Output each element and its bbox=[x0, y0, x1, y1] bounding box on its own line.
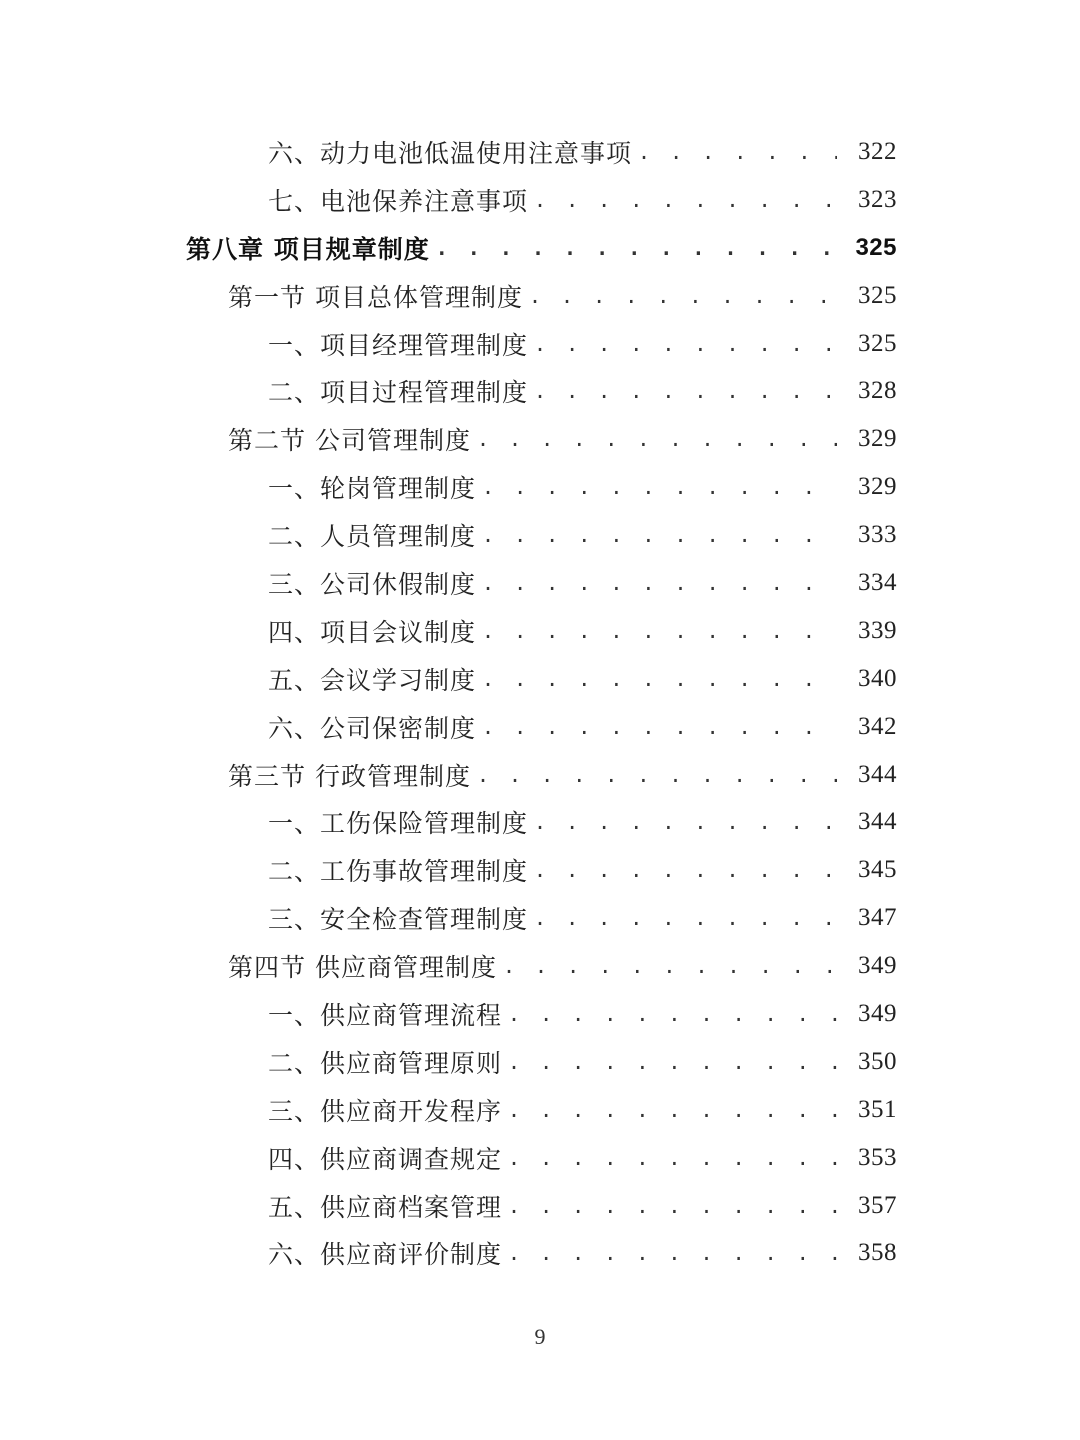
toc-entry-title: 六、供应商评价制度 bbox=[268, 1240, 503, 1270]
toc-entry-page: 357 bbox=[858, 1191, 897, 1219]
toc-entry-page: 344 bbox=[858, 808, 897, 836]
toc-dot-leader bbox=[638, 140, 837, 164]
toc-subsection-entry[interactable] bbox=[0, 1182, 1080, 1230]
toc-section-entry[interactable] bbox=[0, 942, 1080, 990]
toc-entry-page: 349 bbox=[858, 952, 897, 980]
toc-entry-page: 322 bbox=[858, 137, 897, 165]
toc-entry-page: 349 bbox=[858, 999, 897, 1027]
toc-entry-page: 340 bbox=[858, 664, 897, 692]
toc-dot-leader bbox=[508, 1241, 837, 1265]
toc-subsection-entry[interactable] bbox=[0, 320, 1080, 368]
toc-entry-title: 第一节 项目总体管理制度 bbox=[228, 282, 523, 312]
toc-subsection-entry[interactable] bbox=[0, 559, 1080, 607]
toc-subsection-entry[interactable] bbox=[0, 367, 1080, 415]
toc-dot-leader bbox=[534, 858, 837, 882]
toc-entry-page: 325 bbox=[858, 281, 897, 309]
toc-entry-title: 三、供应商开发程序 bbox=[268, 1096, 503, 1126]
toc-subsection-entry[interactable] bbox=[0, 894, 1080, 942]
toc-chapter-entry[interactable] bbox=[0, 224, 1080, 272]
toc-entry-title: 第三节 行政管理制度 bbox=[228, 761, 471, 791]
toc-entry-page: 333 bbox=[858, 521, 897, 549]
toc-entry-page: 323 bbox=[858, 185, 897, 213]
toc-dot-leader bbox=[508, 1002, 837, 1026]
toc-subsection-entry[interactable] bbox=[0, 176, 1080, 224]
toc-dot-leader bbox=[477, 763, 837, 787]
toc-entry-title: 第二节 公司管理制度 bbox=[228, 426, 471, 456]
toc-entry-title: 四、项目会议制度 bbox=[268, 617, 477, 647]
toc-entry-title: 三、安全检查管理制度 bbox=[268, 905, 529, 935]
toc-dot-leader bbox=[503, 954, 837, 978]
toc-entry-title: 五、会议学习制度 bbox=[268, 665, 477, 695]
toc-section-entry[interactable] bbox=[0, 415, 1080, 463]
toc-entry-title: 六、公司保密制度 bbox=[268, 713, 477, 743]
toc-subsection-entry[interactable] bbox=[0, 1038, 1080, 1086]
toc-subsection-entry[interactable] bbox=[0, 1229, 1080, 1277]
toc-entry-page: 358 bbox=[858, 1239, 897, 1267]
toc-section-entry[interactable] bbox=[0, 751, 1080, 799]
toc-subsection-entry[interactable] bbox=[0, 798, 1080, 846]
toc-dot-leader bbox=[477, 427, 837, 451]
toc-entry-page: 347 bbox=[858, 904, 897, 932]
toc-subsection-entry[interactable] bbox=[0, 846, 1080, 894]
toc-entry-page: 334 bbox=[858, 568, 897, 596]
toc-dot-leader bbox=[534, 188, 837, 212]
toc-entry-page: 325 bbox=[858, 329, 897, 357]
toc-dot-leader bbox=[508, 1050, 837, 1074]
toc-dot-leader bbox=[534, 810, 837, 834]
toc-dot-leader bbox=[482, 571, 837, 595]
toc-dot-leader bbox=[436, 236, 837, 260]
toc-entry-page: 345 bbox=[858, 856, 897, 884]
toc-entry-page: 328 bbox=[858, 377, 897, 405]
toc-entry-title: 二、人员管理制度 bbox=[268, 522, 477, 552]
toc-entry-page: 351 bbox=[858, 1095, 897, 1123]
toc-entry-page: 344 bbox=[858, 760, 897, 788]
table-of-contents bbox=[0, 128, 1080, 1277]
toc-section-entry[interactable] bbox=[0, 272, 1080, 320]
toc-dot-leader bbox=[508, 1194, 837, 1218]
toc-dot-leader bbox=[482, 523, 837, 547]
toc-entry-title: 六、动力电池低温使用注意事项 bbox=[268, 138, 633, 168]
page-number: 9 bbox=[534, 1324, 546, 1349]
toc-entry-title: 一、工伤保险管理制度 bbox=[268, 809, 529, 839]
toc-entry-page: 329 bbox=[858, 473, 897, 501]
toc-entry-page: 329 bbox=[858, 425, 897, 453]
toc-subsection-entry[interactable] bbox=[0, 463, 1080, 511]
toc-entry-title: 二、供应商管理原则 bbox=[268, 1048, 503, 1078]
toc-dot-leader bbox=[534, 906, 837, 930]
toc-subsection-entry[interactable] bbox=[0, 1086, 1080, 1134]
toc-entry-title: 一、供应商管理流程 bbox=[268, 1000, 503, 1030]
toc-entry-title: 第四节 供应商管理制度 bbox=[228, 953, 497, 983]
toc-subsection-entry[interactable] bbox=[0, 511, 1080, 559]
toc-entry-title: 二、工伤事故管理制度 bbox=[268, 857, 529, 887]
toc-subsection-entry[interactable] bbox=[0, 1134, 1080, 1182]
toc-entry-title: 七、电池保养注意事项 bbox=[268, 186, 529, 216]
toc-entry-page: 339 bbox=[858, 616, 897, 644]
toc-subsection-entry[interactable] bbox=[0, 607, 1080, 655]
toc-dot-leader bbox=[534, 379, 837, 403]
toc-dot-leader bbox=[482, 715, 837, 739]
toc-entry-title: 三、公司休假制度 bbox=[268, 569, 477, 599]
toc-subsection-entry[interactable] bbox=[0, 703, 1080, 751]
toc-subsection-entry[interactable] bbox=[0, 655, 1080, 703]
toc-entry-title: 第八章 项目规章制度 bbox=[186, 234, 430, 264]
toc-subsection-entry[interactable] bbox=[0, 128, 1080, 176]
toc-subsection-entry[interactable] bbox=[0, 990, 1080, 1038]
toc-entry-title: 四、供应商调查规定 bbox=[268, 1144, 503, 1174]
toc-dot-leader bbox=[508, 1146, 837, 1170]
toc-dot-leader bbox=[534, 332, 837, 356]
toc-dot-leader bbox=[482, 475, 837, 499]
toc-entry-page: 350 bbox=[858, 1047, 897, 1075]
toc-dot-leader bbox=[482, 619, 837, 643]
toc-entry-page: 325 bbox=[855, 233, 897, 261]
toc-entry-page: 342 bbox=[858, 712, 897, 740]
toc-entry-page: 353 bbox=[858, 1143, 897, 1171]
toc-dot-leader bbox=[508, 1098, 837, 1122]
toc-dot-leader bbox=[482, 667, 837, 691]
toc-entry-title: 一、轮岗管理制度 bbox=[268, 474, 477, 504]
toc-dot-leader bbox=[529, 284, 837, 308]
toc-entry-title: 五、供应商档案管理 bbox=[268, 1192, 503, 1222]
toc-entry-title: 二、项目过程管理制度 bbox=[268, 378, 529, 408]
toc-entry-title: 一、项目经理管理制度 bbox=[268, 330, 529, 360]
